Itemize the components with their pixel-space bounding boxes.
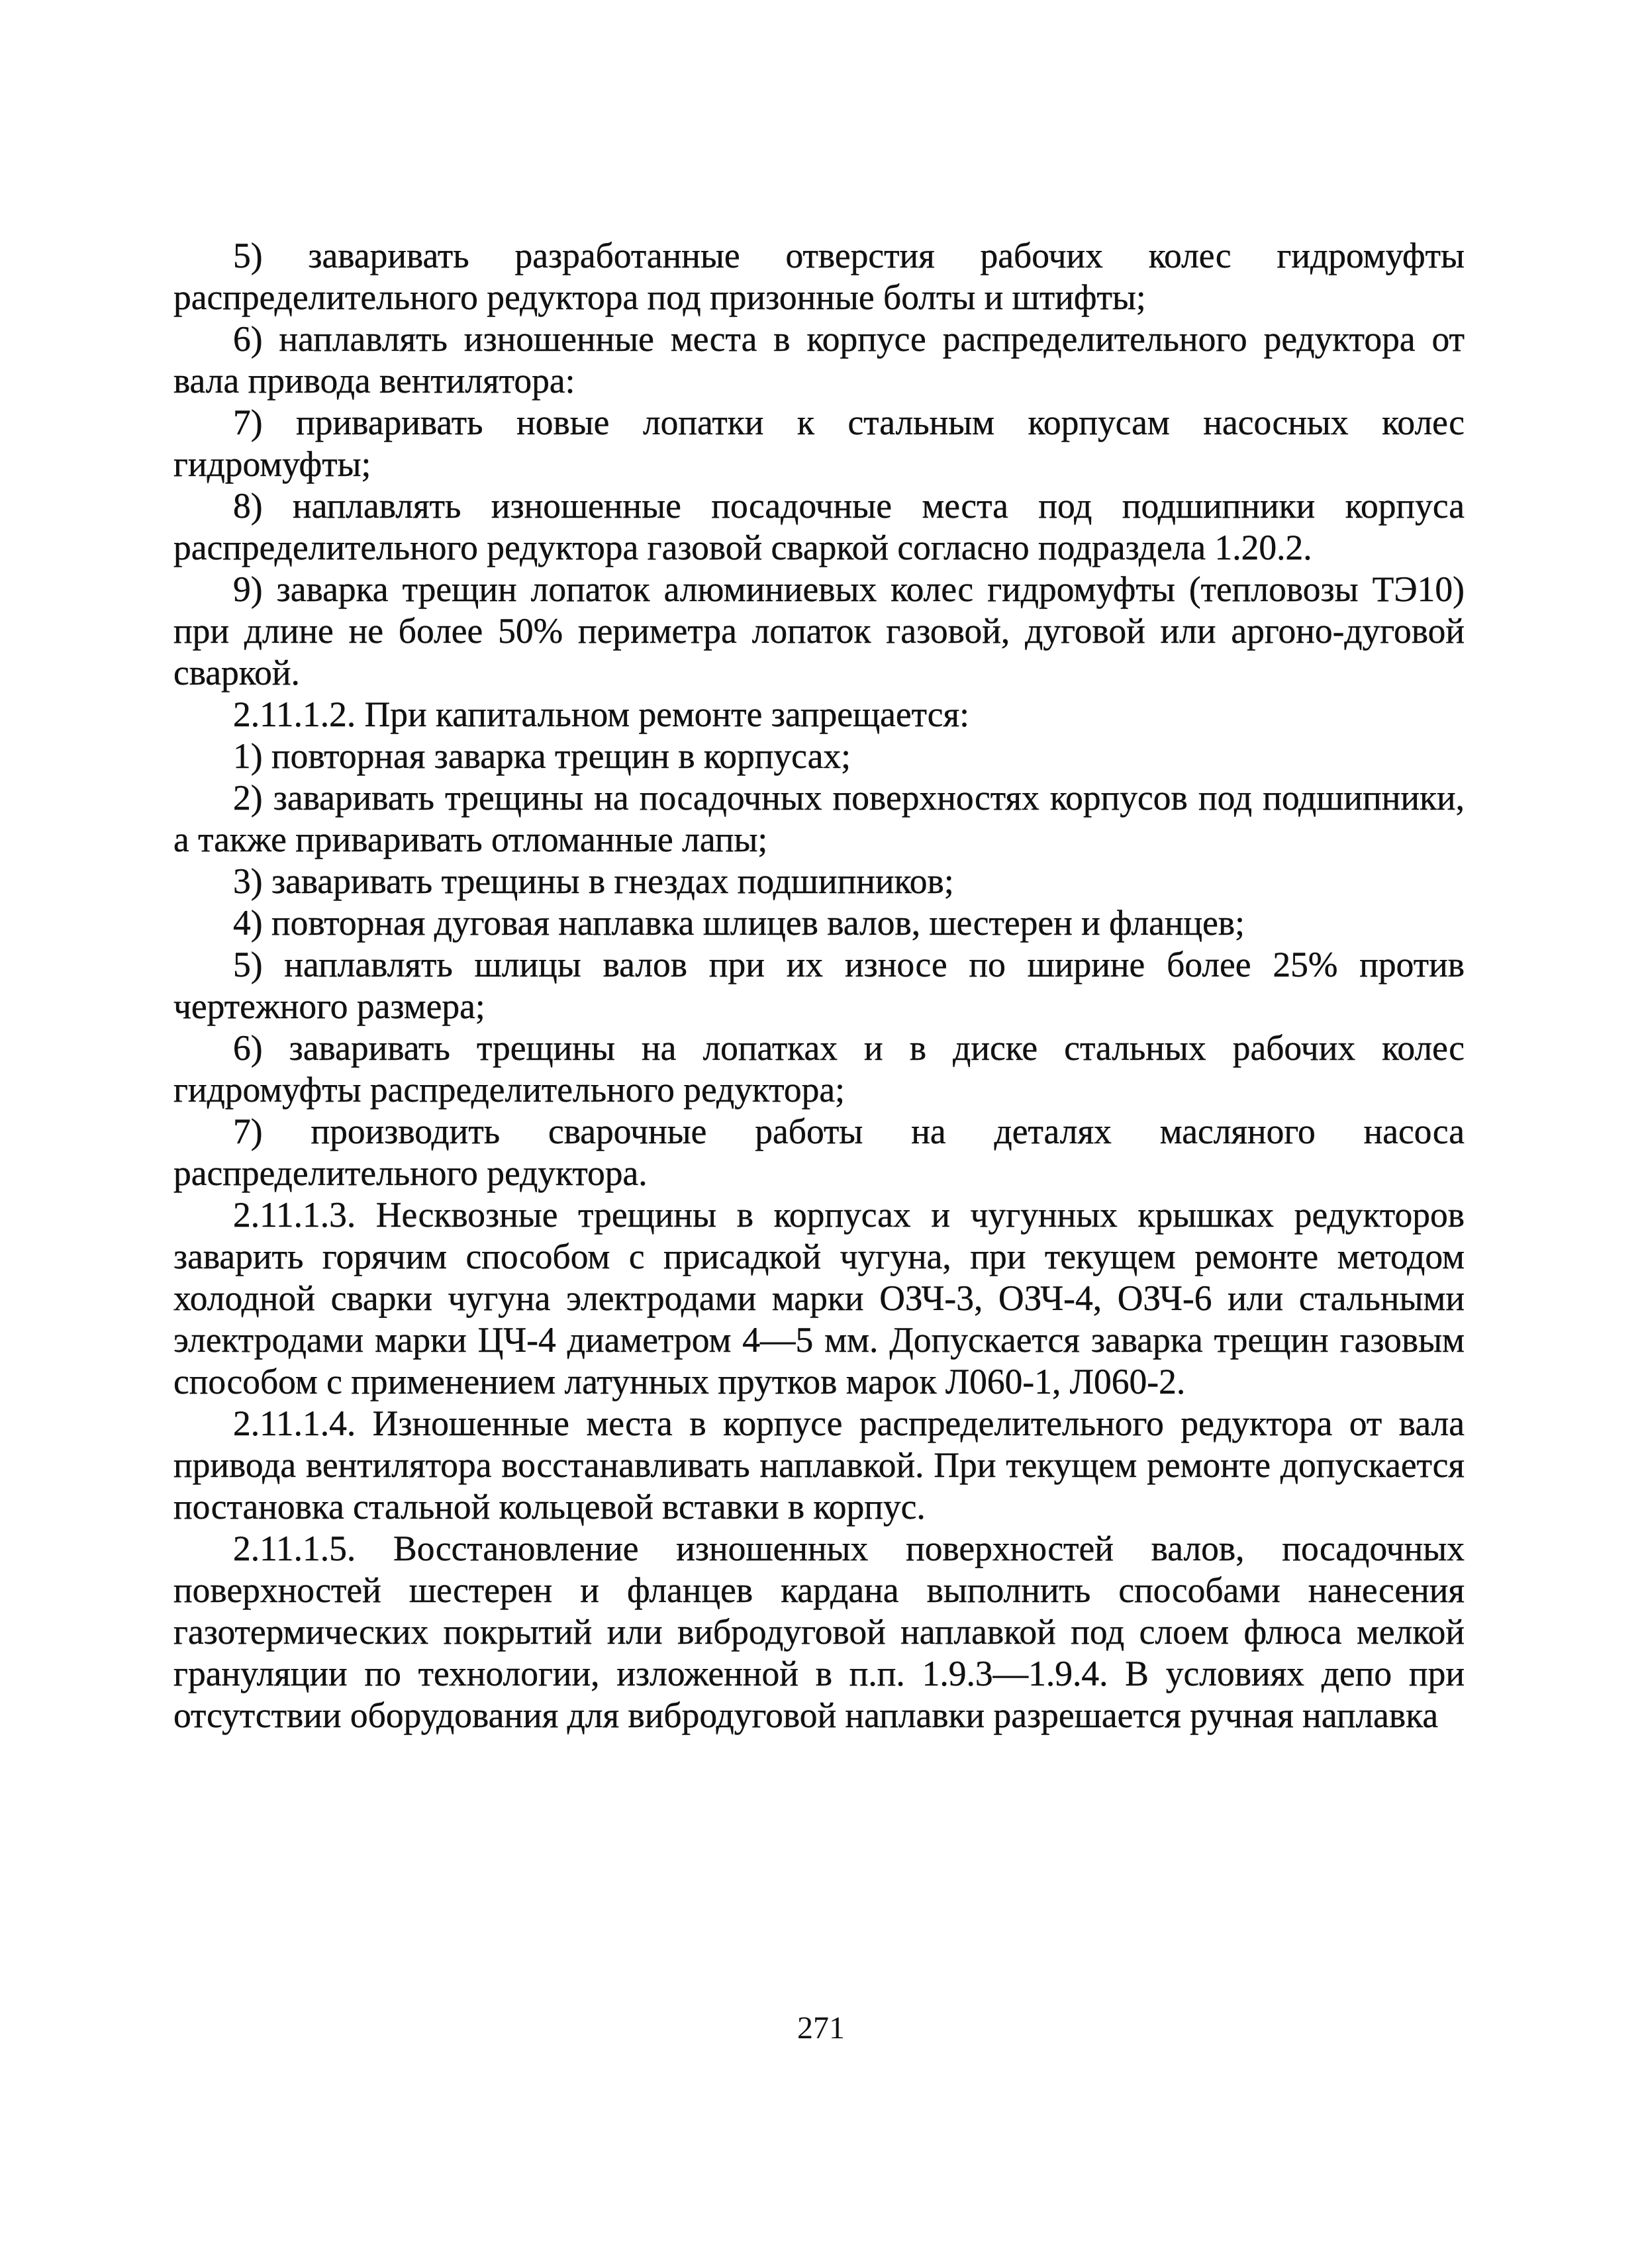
document-body [173,235,1465,1736]
prohibited-item-4: 4) повторная дуговая наплавка шлицев валов, шестерен и фланцев; [233,903,1245,943]
paragraph-item-5-weld-holes: 5) заваривать разработанные отверстия рабочих колес гидромуфты распределительного редуктора под призонные болты и штифты; [173,236,1465,317]
prohibited-item-1: 1) повторная заварка трещин в корпусах; [233,736,851,776]
paragraph-item-7-weld-blades: 7) приваривать новые лопатки к стальным корпусам насосных колес гидромуфты; [173,402,1465,484]
prohibited-item-6: 6) заваривать трещины на лопатках и в диске стальных рабочих колес гидромуфты распределительного редуктора; [173,1028,1465,1110]
paragraph-item-6-surface-housing: 6) наплавлять изношенные места в корпусе распределительного редуктора от вала привода вентилятора: [173,319,1465,401]
section-2-11-1-5: 2.11.1.5. Восстановление изношенных поверхностей валов, посадочных поверхностей шестерен и фланцев кардана выполнить способами нанесения газотермических покрытий или вибродуговой наплавкой под слоем флюса мелкой грануляции по технологии, изложенной в п.п. 1.9.3—1.9.4. В условиях депо при отсутствии оборудования для вибродуговой наплавки разрешается ручная наплавка [173,1529,1465,1735]
prohibited-item-3: 3) заваривать трещины в гнездах подшипников; [233,861,954,901]
section-2-11-1-3: 2.11.1.3. Несквозные трещины в корпусах и чугунных крышках редукторов заварить горячим способом с присадкой чугуна, при текущем ремонте методом холодной сварки чугуна электродами марки ОЗЧ-3, ОЗЧ-4, ОЗЧ-6 или стальными электродами марки ЦЧ-4 диаметром 4—5 мм. Допускается заварка трещин газовым способом с применением латунных прутков марок Л060-1, Л060-2. [173,1195,1465,1401]
section-2-11-1-4: 2.11.1.4. Изношенные места в корпусе распределительного редуктора от вала привода вентилятора восстанавливать наплавкой. При текущем ремонте допускается постановка стальной кольцевой вставки в корпус. [173,1403,1465,1527]
page-number: 271 [797,2010,845,2046]
prohibited-item-2: 2) заваривать трещины на посадочных поверхностях корпусов под подшипники, а также приваривать отломанные лапы; [173,778,1465,859]
prohibited-item-7: 7) производить сварочные работы на деталях масляного насоса распределительного редуктора. [173,1111,1465,1193]
section-2-11-1-2-heading: 2.11.1.2. При капитальном ремонте запрещается: [233,694,969,734]
paragraph-item-9-weld-cracks: 9) заварка трещин лопаток алюминиевых колес гидромуфты (тепловозы ТЭ10) при длине не более 50% периметра лопаток газовой, дуговой или аргоно-дуговой сваркой. [173,569,1465,692]
prohibited-item-5: 5) наплавлять шлицы валов при их износе по ширине более 25% против чертежного размера; [173,945,1465,1026]
paragraph-item-8-surface-seats: 8) наплавлять изношенные посадочные места под подшипники корпуса распределительного редуктора газовой сваркой согласно подраздела 1.20.2. [173,486,1465,567]
